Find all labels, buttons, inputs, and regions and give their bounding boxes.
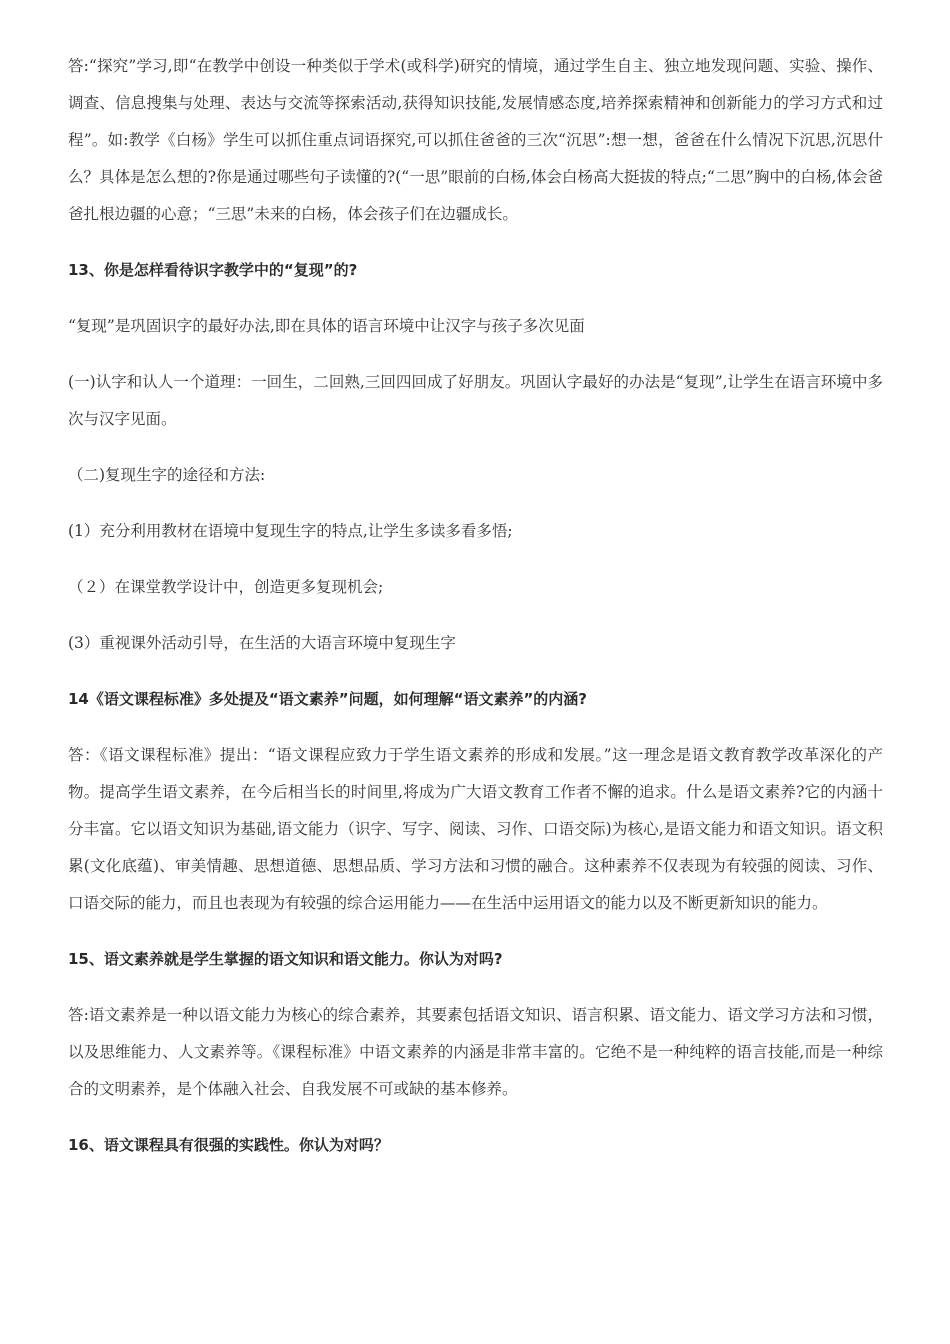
answer-13-method-3: (3）重视课外活动引导，在生活的大语言环境中复现生字 xyxy=(68,634,456,652)
answer-13-point-1: (一)认字和认人一个道理：一回生，二回熟,三回四回成了好朋友。巩固认字最好的办法是“复现”,让学生在语言环境中多次与汉字见面。 xyxy=(68,373,883,428)
answer-13-point-2: （二)复现生字的途径和方法: xyxy=(68,466,266,484)
answer-14-paragraph: 答：《语文课程标准》提出：“语文课程应致力于学生语文素养的形成和发展。”这一理念是语文教育教学改革深化的产物。提高学生语文素养，在今后相当长的时间里,将成为广大语文教育工作者不懈的追求。什么是语文素养?它的内涵十分丰富。它以语文知识为基础,语文能力（识字、写字、阅读、习作、口语交际)为核心,是语文能力和语文知识。语文积累(文化底蕴)、审美情趣、思想道德、思想品质、学习方法和习惯的融合。这种素养不仅表现为有较强的阅读、习作、口语交际的能力，而且也表现为有较强的综合运用能力——在生活中运用语文的能力以及不断更新知识的能力。 xyxy=(68,746,883,912)
answer-paragraph-tanjiu: 答:“探究”学习,即“在教学中创设一种类似于学术(或科学)研究的情境，通过学生自主、独立地发现问题、实验、操作、调查、信息搜集与处理、表达与交流等探索活动,获得知识技能,发展情感态度,培养探索精神和创新能力的学习方式和过程”。如:教学《白杨》学生可以抓住重点词语探究,可以抓住爸爸的三次“沉思”:想一想，爸爸在什么情况下沉思,沉思什么？具体是怎么想的?你是通过哪些句子读懂的?(“一思”眼前的白杨,体会白杨高大挺拔的特点;“二思”胸中的白杨,体会爸爸扎根边疆的心意；“三思”未来的白杨，体会孩子们在边疆成长。 xyxy=(68,57,883,223)
answer-13-method-1: (1）充分利用教材在语境中复现生字的特点,让学生多读多看多悟; xyxy=(68,522,513,540)
answer-15-paragraph: 答:语文素养是一种以语文能力为核心的综合素养，其要素包括语文知识、语言积累、语文能力、语文学习方法和习惯，以及思维能力、人文素养等。《课程标准》中语文素养的内涵是非常丰富的。它绝不是一种纯粹的语言技能,而是一种综合的文明素养，是个体融入社会、自我发展不可或缺的基本修养。 xyxy=(68,1006,883,1098)
question-14-heading: 14《语文课程标准》多处提及“语文素养”问题，如何理解“语文素养”的内涵? xyxy=(68,690,588,708)
question-13-heading: 13、你是怎样看待识字教学中的“复现”的? xyxy=(68,261,358,279)
question-15-heading: 15、语文素养就是学生掌握的语文知识和语文能力。你认为对吗? xyxy=(68,950,503,968)
question-16-heading: 16、语文课程具有很强的实践性。你认为对吗？ xyxy=(68,1136,389,1154)
document-page xyxy=(68,48,883,1183)
answer-13-intro: “复现”是巩固识字的最好办法,即在具体的语言环境中让汉字与孩子多次见面 xyxy=(68,317,585,335)
answer-13-method-2: （２）在课堂教学设计中，创造更多复现机会; xyxy=(68,578,384,596)
